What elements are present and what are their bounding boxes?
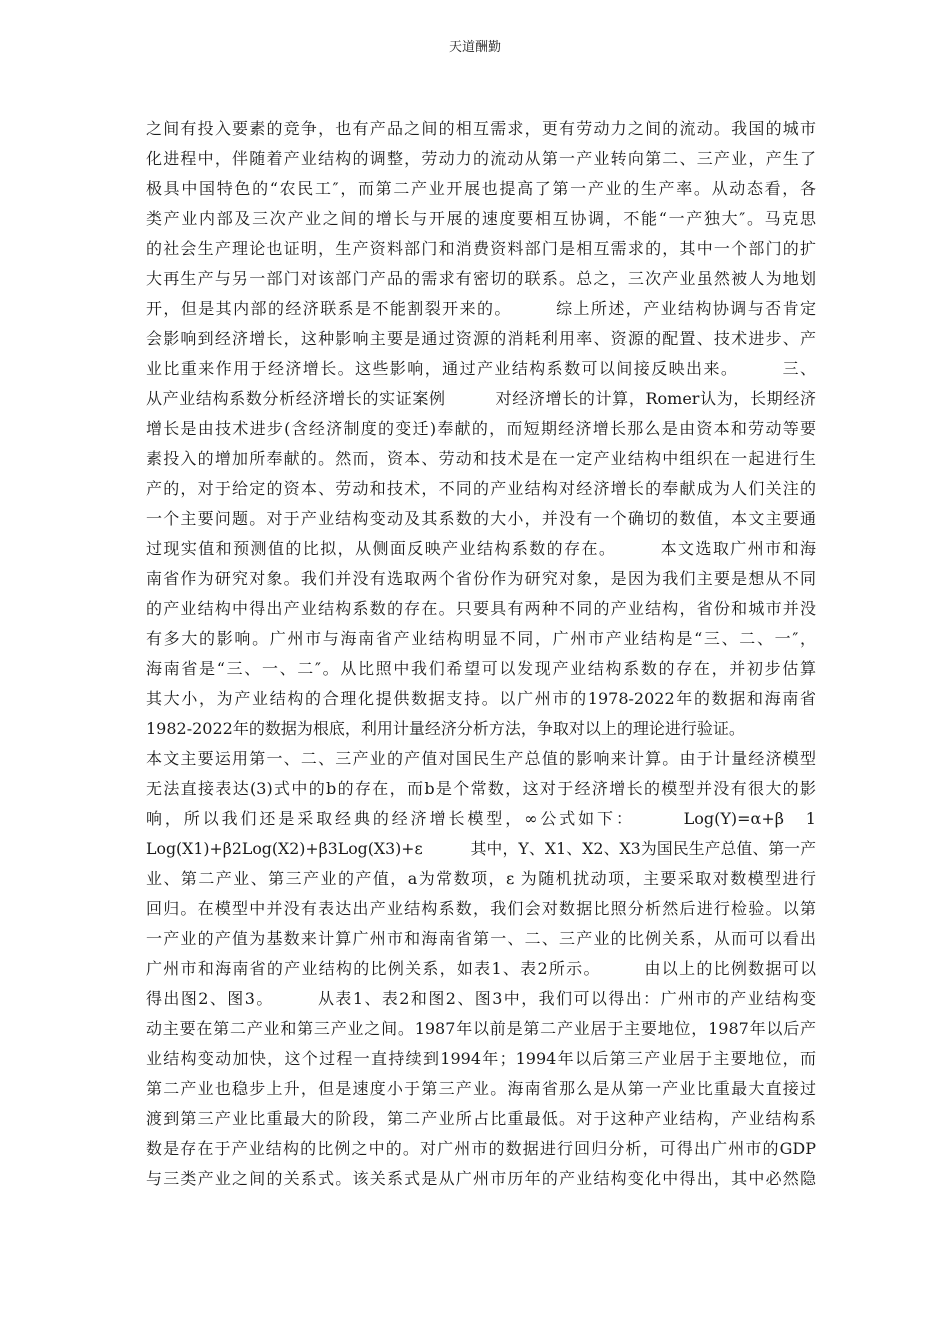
text-line: 增长是由技术进步(含经济制度的变迁)奉献的，而短期经济增长那么是由资本和劳动等要 (146, 419, 816, 438)
text-line: 广州市和海南省的产业结构的比例关系，如表1、表2所示。 由以上的比例数据可以 (146, 959, 816, 978)
text-line: 业结构变动加快，这个过程一直持续到1994年；1994年以后第三产业居于主要地位，而 (146, 1049, 816, 1068)
text-line: 过现实值和预测值的比拟，从侧面反映产业结构系数的存在。 本文选取广州市和海 (146, 539, 816, 558)
text-line: 一个主要问题。对于产业结构变动及其系数的大小，并没有一个确切的数值，本文主要通 (146, 509, 816, 528)
text-line: 的产业结构中得出产业结构系数的存在。只要具有两种不同的产业结构，省份和城市并没 (146, 599, 816, 618)
text-line: 海南省是“三、一、二″。从比照中我们希望可以发现产业结构系数的存在，并初步估算 (146, 659, 816, 678)
text-line: 本文主要运用第一、二、三产业的产值对国民生产总值的影响来计算。由于计量经济模型 (146, 749, 816, 768)
text-line: 极具中国特色的“农民工″，而第二产业开展也提高了第一产业的生产率。从动态看，各 (146, 179, 816, 198)
text-line: 得出图2、图3。 从表1、表2和图2、图3中，我们可以得出：广州市的产业结构变 (146, 989, 816, 1008)
text-line: 类产业内部及三次产业之间的增长与开展的速度要相互协调，不能“一产独大″。马克思 (146, 209, 816, 228)
text-line: 的社会生产理论也证明，生产资料部门和消费资料部门是相互需求的，其中一个部门的扩 (146, 239, 816, 258)
text-line: 南省作为研究对象。我们并没有选取两个省份作为研究对象，是因为我们主要是想从不同 (146, 569, 816, 588)
text-line: 化进程中，伴随着产业结构的调整，劳动力的流动从第一产业转向第二、三产业，产生了 (146, 149, 816, 168)
text-line: 第二产业也稳步上升，但是速度小于第三产业。海南省那么是从第一产业比重最大直接过 (146, 1079, 816, 1098)
text-line: 有多大的影响。广州市与海南省产业结构明显不同，广州市产业结构是“三、二、一″， (146, 629, 816, 648)
text-line: 从产业结构系数分析经济增长的实证案例 对经济增长的计算，Romer认为，长期经济 (146, 389, 816, 408)
text-line: 其大小，为产业结构的合理化提供数据支持。以广州市的1978-2022年的数据和海南省 (146, 689, 816, 708)
text-line: 业比重来作用于经济增长。这些影响，通过产业结构系数可以间接反映出来。 三、 (146, 359, 816, 378)
text-line: 产的，对于给定的资本、劳动和技术，不同的产业结构对经济增长的奉献成为人们关注的 (146, 479, 816, 498)
text-line: 回归。在模型中并没有表达出产业结构系数，我们会对数据比照分析然后进行检验。以第 (146, 899, 816, 918)
text-line: 之间有投入要素的竞争，也有产品之间的相互需求，更有劳动力之间的流动。我国的城市 (146, 119, 816, 138)
text-line: 一产业的产值为基数来计算广州市和海南省第一、二、三产业的比例关系，从而可以看出 (146, 929, 816, 948)
text-line: 响，所以我们还是采取经典的经济增长模型，∞公式如下： Log(Y)=α+β 1 (146, 809, 816, 828)
text-line: 数是存在于产业结构的比例之中的。对广州市的数据进行回归分析，可得出广州市的GDP (146, 1139, 816, 1158)
text-line: 大再生产与另一部门对该部门产品的需求有密切的联系。总之，三次产业虽然被人为地划 (146, 269, 816, 288)
text-line: 业、第二产业、第三产业的产值，a为常数项，ε 为随机扰动项，主要采取对数模型进行 (146, 869, 816, 888)
text-line: 渡到第三产业比重最大的阶段，第二产业所占比重最低。对于这种产业结构，产业结构系 (146, 1109, 816, 1128)
page-header: 天道酬勤 (448, 40, 501, 55)
text-line: Log(X1)+β2Log(X2)+β3Log(X3)+ε 其中，Y、X1、X2、X3为国民生产总值、第一产 (146, 839, 816, 858)
document-body (146, 114, 816, 1194)
text-line: 会影响到经济增长，这种影响主要是通过资源的消耗利用率、资源的配置、技术进步、产 (146, 329, 816, 348)
text-line: 无法直接表达(3)式中的b的存在，而b是个常数，这对于经济增长的模型并没有很大的影 (146, 779, 816, 798)
text-line: 素投入的增加所奉献的。然而，资本、劳动和技术是在一定产业结构中组织在一起进行生 (146, 449, 816, 468)
text-line: 与三类产业之间的关系式。该关系式是从广州市历年的产业结构变化中得出，其中必然隐 (146, 1169, 816, 1188)
text-line: 开，但是其内部的经济联系是不能割裂开来的。 综上所述，产业结构协调与否肯定 (146, 299, 816, 318)
text-line: 动主要在第二产业和第三产业之间。1987年以前是第二产业居于主要地位，1987年以后产 (146, 1019, 816, 1038)
text-line: 1982-2022年的数据为根底，利用计量经济分析方法，争取对以上的理论进行验证。 (146, 719, 745, 738)
